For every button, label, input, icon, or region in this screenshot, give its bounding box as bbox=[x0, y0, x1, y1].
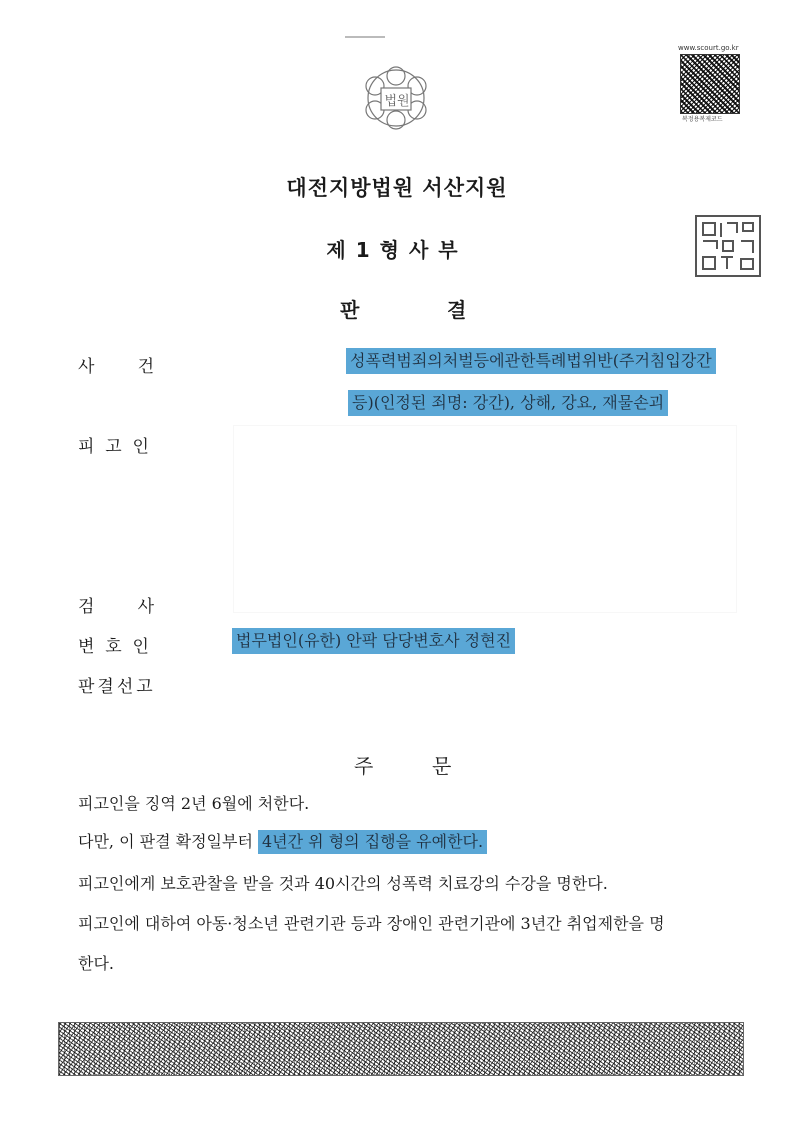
case-label: 사 건 bbox=[78, 357, 155, 377]
case-title-line2-text: 등)(인정된 죄명: 강간), 상해, 강요, 재물손괴 bbox=[348, 390, 668, 416]
order-line-1: 피고인을 징역 2년 6월에 처한다. bbox=[78, 794, 310, 813]
order-line-2-highlight: 4년간 위 형의 집행을 유예한다. bbox=[258, 830, 487, 854]
seal-cover bbox=[540, 200, 692, 292]
order-title-left: 주 bbox=[354, 754, 374, 778]
case-title-line1-text: 성폭력범죄의처벌등에관한특례법위반(주거침입강간 bbox=[346, 348, 716, 374]
division-title: 제1형사부 bbox=[326, 238, 468, 262]
defendant-label: 피 고 인 bbox=[78, 437, 149, 457]
qr-url: www.scourt.go.kr bbox=[678, 44, 739, 52]
emblem-text: 법원 bbox=[384, 94, 410, 109]
scan-mark bbox=[345, 36, 385, 38]
doc-type-left: 판 bbox=[340, 298, 360, 322]
sentencing-label: 판결선고 bbox=[78, 677, 156, 697]
counsel-value-text: 법무법인(유한) 안팍 담당변호사 정현진 bbox=[232, 628, 515, 654]
doc-type-right: 결 bbox=[447, 298, 467, 322]
qr-code bbox=[680, 54, 740, 114]
counsel-label: 변 호 인 bbox=[78, 637, 149, 657]
order-line-2 bbox=[78, 834, 487, 854]
prosecutor-label: 검 사 bbox=[78, 597, 155, 617]
order-line-2-prefix: 다만, 이 판결 확정일부터 bbox=[78, 832, 258, 851]
case-number-redaction bbox=[213, 348, 333, 374]
case-title-line1 bbox=[346, 348, 716, 374]
sentencing-date-redaction bbox=[228, 664, 348, 690]
case-title-line2 bbox=[348, 390, 668, 416]
court-emblem bbox=[355, 62, 437, 134]
official-seal bbox=[695, 215, 761, 277]
order-line-3: 피고인에게 보호관찰을 받을 것과 40시간의 성폭력 치료강의 수강을 명한다. bbox=[78, 874, 608, 893]
footer-scan-band bbox=[58, 1022, 744, 1076]
counsel-value bbox=[232, 628, 515, 654]
order-line-4a: 피고인에 대하여 아동·청소년 관련기관 등과 장애인 관련기관에 3년간 취업제한을 명 bbox=[78, 914, 665, 933]
order-line-4b: 한다. bbox=[78, 954, 114, 973]
qr-caption: 복정용복제코드 bbox=[682, 116, 723, 123]
court-name: 대전지방법원 서산지원 bbox=[286, 176, 508, 200]
defendant-redaction bbox=[233, 425, 737, 613]
order-title-right: 문 bbox=[432, 754, 452, 778]
